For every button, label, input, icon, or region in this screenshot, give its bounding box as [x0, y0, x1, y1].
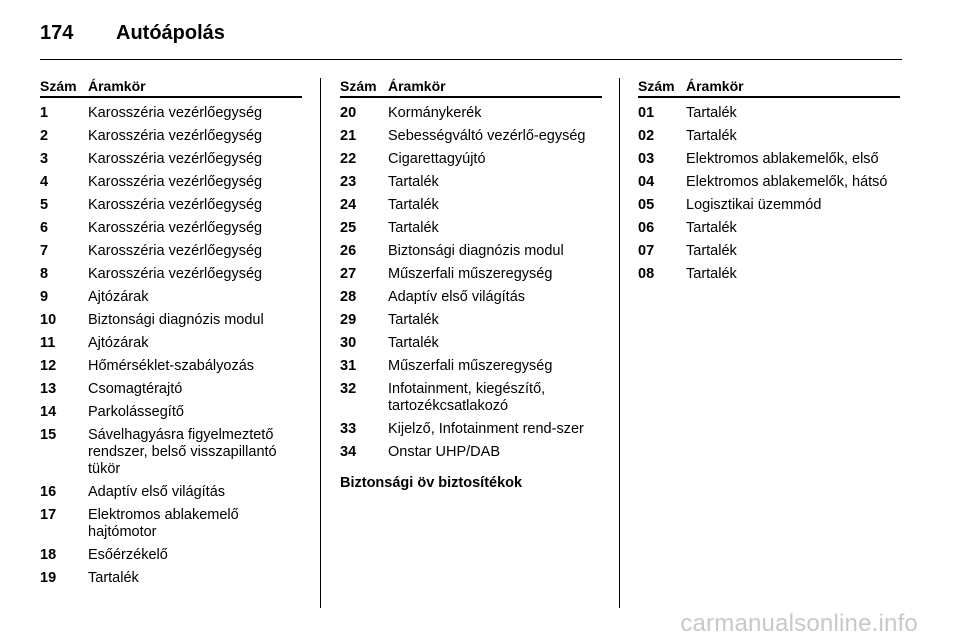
fuse-number: 7 [40, 243, 49, 259]
circuit-name: Sebességváltó vezérlő-egység [388, 128, 586, 144]
table-row [40, 128, 302, 145]
table-row [40, 547, 302, 564]
table-row [340, 105, 602, 122]
table-row [340, 128, 602, 145]
table-row [638, 105, 900, 122]
fuse-number: 02 [638, 128, 655, 144]
circuit-name: Biztonsági diagnózis modul [388, 243, 564, 259]
header-circuit: Áramkör [388, 78, 446, 94]
circuit-name: Adaptív első világítás [388, 289, 526, 305]
table-row [638, 266, 900, 283]
circuit-name: Cigarettagyújtó [388, 151, 486, 167]
fuse-number: 6 [40, 220, 49, 236]
fuse-number: 2 [40, 128, 49, 144]
table-row [340, 151, 602, 168]
fuse-number: 07 [638, 243, 655, 259]
table-row [40, 266, 302, 283]
table-row [40, 358, 302, 375]
circuit-name: Csomagtérajtó [88, 381, 183, 397]
circuit-name: Esőérzékelő [88, 547, 168, 563]
fuse-number: 33 [340, 421, 357, 437]
table-row [40, 312, 302, 329]
table-row [40, 570, 302, 587]
fuse-number: 10 [40, 312, 57, 328]
fuse-table-column-3 [638, 78, 900, 289]
table-row [40, 289, 302, 306]
circuit-name: Logisztikai üzemmód [686, 197, 822, 213]
table-row [340, 243, 602, 260]
circuit-name: Ajtózárak [88, 335, 149, 351]
fuse-number: 13 [40, 381, 57, 397]
table-row [40, 335, 302, 352]
fuse-number: 8 [40, 266, 49, 282]
table-row [340, 444, 602, 461]
fuse-number: 26 [340, 243, 357, 259]
fuse-table-column-1 [40, 78, 302, 593]
fuse-number: 19 [40, 570, 57, 586]
circuit-name: Sávelhagyásra figyelmeztető rendszer, belső visszapillantó tükör [88, 427, 277, 477]
table-row [340, 174, 602, 191]
header-num: Szám [638, 78, 675, 94]
circuit-name: Adaptív első világítás [88, 484, 226, 500]
fuse-number: 27 [340, 266, 357, 282]
fuse-number: 05 [638, 197, 655, 213]
table-row [340, 220, 602, 237]
circuit-name: Tartalék [88, 570, 139, 586]
watermark: carmanualsonline.info [680, 610, 918, 637]
fuse-number: 17 [40, 507, 57, 523]
table-row [40, 220, 302, 237]
table-header [340, 78, 602, 98]
table-row [638, 197, 900, 214]
fuse-number: 30 [340, 335, 357, 351]
table-row [340, 197, 602, 214]
fuse-number: 18 [40, 547, 57, 563]
circuit-name: Elektromos ablakemelő hajtómotor [88, 507, 239, 540]
table-row [638, 220, 900, 237]
page-title: Autóápolás [116, 21, 225, 44]
fuse-number: 29 [340, 312, 357, 328]
circuit-name: Biztonsági diagnózis modul [88, 312, 264, 328]
column-divider [320, 78, 321, 608]
circuit-name: Parkolássegítő [88, 404, 184, 420]
fuse-number: 23 [340, 174, 357, 190]
fuse-number: 34 [340, 444, 357, 460]
circuit-name: Tartalék [388, 174, 439, 190]
circuit-name: Karosszéria vezérlőegység [88, 151, 263, 167]
circuit-name: Ajtózárak [88, 289, 149, 305]
circuit-name: Tartalék [686, 128, 737, 144]
header-divider [40, 59, 902, 60]
circuit-name: Tartalék [388, 335, 439, 351]
fuse-number: 1 [40, 105, 49, 121]
fuse-number: 22 [340, 151, 357, 167]
table-row [40, 404, 302, 421]
circuit-name: Karosszéria vezérlőegység [88, 220, 263, 236]
fuse-number: 24 [340, 197, 357, 213]
circuit-name: Karosszéria vezérlőegység [88, 174, 263, 190]
fuse-number: 32 [340, 381, 357, 397]
circuit-name: Tartalék [686, 220, 737, 236]
circuit-name: Műszerfali műszeregység [388, 266, 553, 282]
fuse-number: 08 [638, 266, 655, 282]
header-circuit: Áramkör [88, 78, 146, 94]
circuit-name: Tartalék [388, 197, 439, 213]
circuit-name: Karosszéria vezérlőegység [88, 266, 263, 282]
page-number: 174 [40, 21, 74, 44]
table-row [40, 243, 302, 260]
fuse-table-column-2 [340, 78, 602, 491]
header-num: Szám [340, 78, 377, 94]
circuit-name: Kijelző, Infotainment rend-szer [388, 421, 584, 437]
fuse-number: 14 [40, 404, 57, 420]
circuit-name: Tartalék [686, 105, 737, 121]
circuit-name: Karosszéria vezérlőegység [88, 197, 263, 213]
fuse-number: 11 [40, 335, 56, 351]
circuit-name: Karosszéria vezérlőegység [88, 128, 263, 144]
table-row [40, 427, 302, 478]
table-header [40, 78, 302, 98]
table-header [638, 78, 900, 98]
table-row [340, 312, 602, 329]
table-row [340, 266, 602, 283]
fuse-number: 4 [40, 174, 49, 190]
fuse-number: 01 [638, 105, 655, 121]
table-row [340, 421, 602, 438]
table-row [340, 381, 602, 415]
table-row [340, 358, 602, 375]
circuit-name: Karosszéria vezérlőegység [88, 243, 263, 259]
circuit-name: Tartalék [686, 266, 737, 282]
table-row [638, 174, 900, 191]
fuse-number: 21 [340, 128, 357, 144]
header-num: Szám [40, 78, 77, 94]
circuit-name: Műszerfali műszeregység [388, 358, 553, 374]
fuse-number: 15 [40, 427, 57, 443]
table-row [40, 151, 302, 168]
table-row [40, 484, 302, 501]
circuit-name: Onstar UHP/DAB [388, 444, 500, 460]
circuit-name: Tartalék [686, 243, 737, 259]
table-row [340, 289, 602, 306]
fuse-number: 12 [40, 358, 57, 374]
table-row [638, 128, 900, 145]
table-row [40, 174, 302, 191]
fuse-number: 9 [40, 289, 49, 305]
section-title: Biztonsági öv biztosítékok [340, 475, 523, 491]
fuse-number: 04 [638, 174, 655, 190]
fuse-number: 06 [638, 220, 655, 236]
fuse-number: 3 [40, 151, 49, 167]
page-header [40, 18, 225, 48]
circuit-name: Elektromos ablakemelők, első [686, 151, 879, 167]
circuit-name: Karosszéria vezérlőegység [88, 105, 263, 121]
circuit-name: Tartalék [388, 220, 439, 236]
fuse-number: 5 [40, 197, 49, 213]
table-row [638, 151, 900, 168]
fuse-number: 31 [340, 358, 357, 374]
table-row [40, 197, 302, 214]
table-row [40, 381, 302, 398]
circuit-name: Elektromos ablakemelők, hátsó [686, 174, 888, 190]
table-row [638, 243, 900, 260]
fuse-number: 16 [40, 484, 57, 500]
table-row [340, 335, 602, 352]
fuse-number: 28 [340, 289, 357, 305]
circuit-name: Hőmérséklet-szabályozás [88, 358, 255, 374]
column-divider [619, 78, 620, 608]
circuit-name: Kormánykerék [388, 105, 482, 121]
header-circuit: Áramkör [686, 78, 744, 94]
fuse-number: 03 [638, 151, 655, 167]
circuit-name: Tartalék [388, 312, 439, 328]
table-row [40, 105, 302, 122]
fuse-number: 20 [340, 105, 357, 121]
fuse-number: 25 [340, 220, 357, 236]
table-row [40, 507, 302, 541]
circuit-name: Infotainment, kiegészítő, tartozékcsatlakozó [388, 381, 546, 414]
